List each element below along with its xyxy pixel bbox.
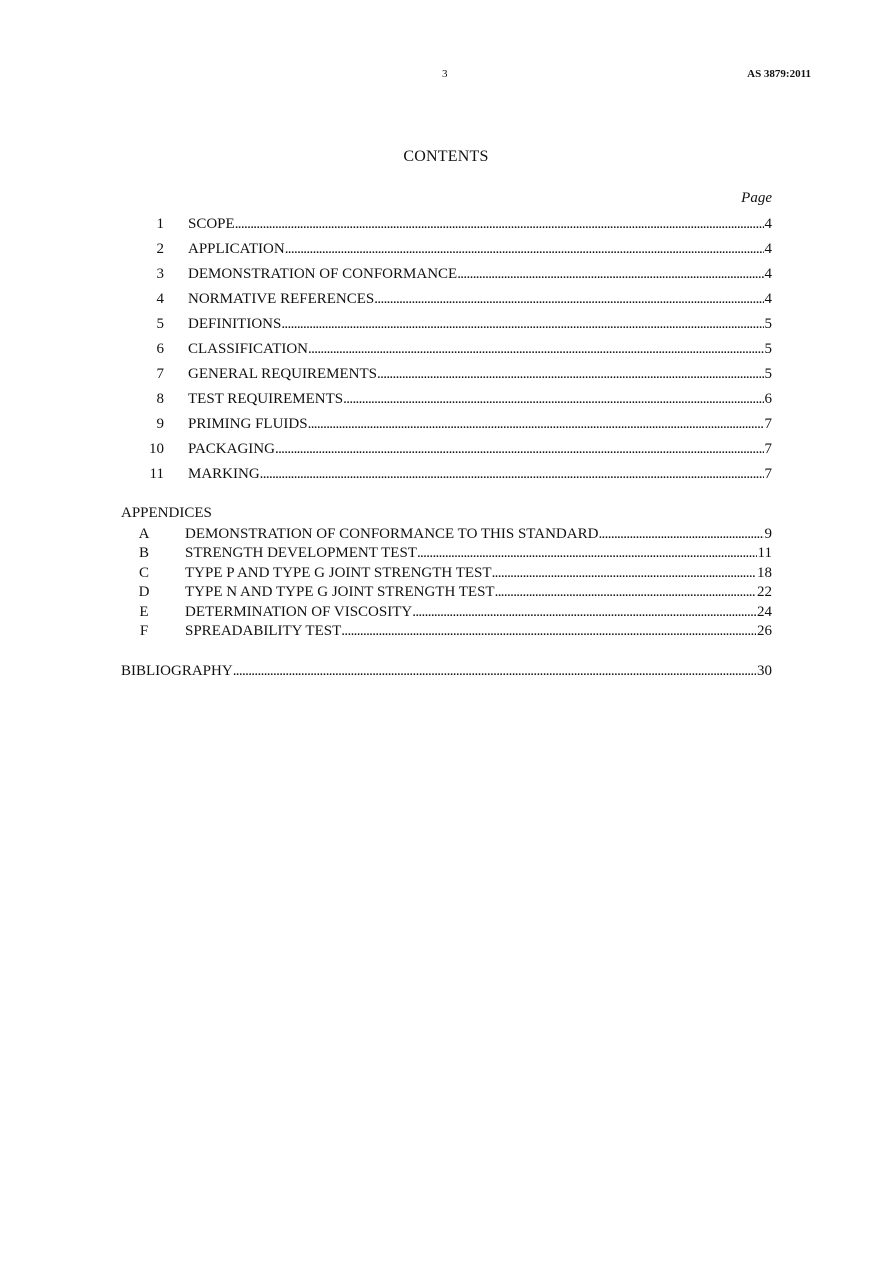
dot-leader <box>377 364 763 384</box>
toc-entry[interactable] <box>0 464 892 484</box>
toc-entry-page: 26 <box>757 623 772 639</box>
toc-entry-number: 3 <box>156 266 164 282</box>
toc-entry-page: 30 <box>757 663 772 679</box>
toc-bibliography-entry[interactable] <box>0 661 892 681</box>
toc-entry-page: 6 <box>764 391 772 407</box>
toc-entry[interactable] <box>0 364 892 384</box>
toc-entry-label: TYPE N AND TYPE G JOINT STRENGTH TEST <box>185 584 495 600</box>
toc-entry-number: 9 <box>156 416 164 432</box>
toc-appendix-entry[interactable] <box>0 621 892 641</box>
toc-entry-label: GENERAL REQUIREMENTS <box>188 366 378 382</box>
dot-leader <box>374 289 763 309</box>
toc-entry[interactable] <box>0 439 892 459</box>
dot-leader <box>281 314 763 334</box>
dot-leader <box>343 389 763 409</box>
toc-entry-page: 4 <box>764 291 772 307</box>
page-header <box>0 68 892 84</box>
toc-entry-label: BIBLIOGRAPHY <box>121 663 233 679</box>
appendix-letter: A <box>138 526 150 542</box>
appendix-letter: E <box>139 604 149 620</box>
dot-leader <box>492 563 756 583</box>
toc-entry-page: 24 <box>757 604 772 620</box>
dot-leader <box>412 602 756 622</box>
toc-entry-label: MARKING <box>188 466 260 482</box>
toc-entry-page: 4 <box>764 266 772 282</box>
document-code: AS 3879:2011 <box>747 68 811 80</box>
toc-entry[interactable] <box>0 289 892 309</box>
toc-entry-label: TYPE P AND TYPE G JOINT STRENGTH TEST <box>185 565 492 581</box>
toc-entry-number: 2 <box>156 241 164 257</box>
appendix-letter: F <box>139 623 149 639</box>
dot-leader <box>598 524 763 544</box>
dot-leader <box>457 264 763 284</box>
toc-entry[interactable] <box>0 239 892 259</box>
toc-entry-number: 6 <box>156 341 164 357</box>
toc-entry-page: 9 <box>764 526 772 542</box>
toc-entry-label: NORMATIVE REFERENCES <box>188 291 375 307</box>
dot-leader <box>233 661 756 681</box>
appendix-letter: D <box>138 584 150 600</box>
toc-appendix-entry[interactable] <box>0 582 892 602</box>
appendix-letter: C <box>138 565 149 581</box>
toc-entry-label: DETERMINATION OF VISCOSITY <box>185 604 413 620</box>
toc-entry-number: 8 <box>156 391 164 407</box>
toc-entry-number: 5 <box>156 316 164 332</box>
toc-entry-label: PRIMING FLUIDS <box>188 416 308 432</box>
toc-entry[interactable] <box>0 414 892 434</box>
toc-entry-page: 11 <box>757 545 772 561</box>
toc-entry[interactable] <box>0 339 892 359</box>
toc-entry-page: 4 <box>764 216 772 232</box>
dot-leader <box>308 414 764 434</box>
toc-entry-label: APPLICATION <box>188 241 285 257</box>
appendices-heading: APPENDICES <box>121 505 212 521</box>
dot-leader <box>260 464 764 484</box>
dot-leader <box>308 339 763 359</box>
page-number: 3 <box>442 68 448 80</box>
dot-leader <box>275 439 764 459</box>
toc-entry[interactable] <box>0 214 892 234</box>
toc-entry-label: SPREADABILITY TEST <box>185 623 342 639</box>
contents-title: CONTENTS <box>403 148 489 165</box>
page-column-label: Page <box>741 190 772 206</box>
toc-entry-label: DEMONSTRATION OF CONFORMANCE TO THIS STANDARD <box>185 526 599 542</box>
toc-entry-page: 5 <box>764 316 772 332</box>
appendix-letter: B <box>138 545 149 561</box>
toc-entry-page: 7 <box>764 466 772 482</box>
toc-entry-label: STRENGTH DEVELOPMENT TEST <box>185 545 417 561</box>
toc-entry-page: 5 <box>764 341 772 357</box>
toc-entry-number: 10 <box>149 441 164 457</box>
toc-entry-label: CLASSIFICATION <box>188 341 309 357</box>
toc-entry-number: 11 <box>149 466 164 482</box>
toc-entry-page: 4 <box>764 241 772 257</box>
toc-entry-page: 22 <box>757 584 772 600</box>
toc-entry[interactable] <box>0 264 892 284</box>
toc-entry-page: 18 <box>757 565 772 581</box>
toc-entry-page: 7 <box>764 441 772 457</box>
toc-entry-page: 5 <box>764 366 772 382</box>
toc-entry-label: TEST REQUIREMENTS <box>188 391 344 407</box>
toc-entry[interactable] <box>0 314 892 334</box>
toc-entry-label: SCOPE <box>188 216 235 232</box>
dot-leader <box>285 239 764 259</box>
toc-entry-number: 7 <box>156 366 164 382</box>
dot-leader <box>417 543 757 563</box>
toc-appendix-entry[interactable] <box>0 602 892 622</box>
toc-entry-label: DEFINITIONS <box>188 316 282 332</box>
toc-entry[interactable] <box>0 389 892 409</box>
toc-appendix-entry[interactable] <box>0 543 892 563</box>
toc-entry-label: DEMONSTRATION OF CONFORMANCE <box>188 266 458 282</box>
toc-entry-page: 7 <box>764 416 772 432</box>
toc-entry-number: 4 <box>156 291 164 307</box>
toc-appendix-entry[interactable] <box>0 524 892 544</box>
dot-leader <box>495 582 756 602</box>
toc-entry-number: 1 <box>156 216 164 232</box>
dot-leader <box>341 621 756 641</box>
dot-leader <box>235 214 764 234</box>
toc-appendix-entry[interactable] <box>0 563 892 583</box>
toc-entry-label: PACKAGING <box>188 441 275 457</box>
